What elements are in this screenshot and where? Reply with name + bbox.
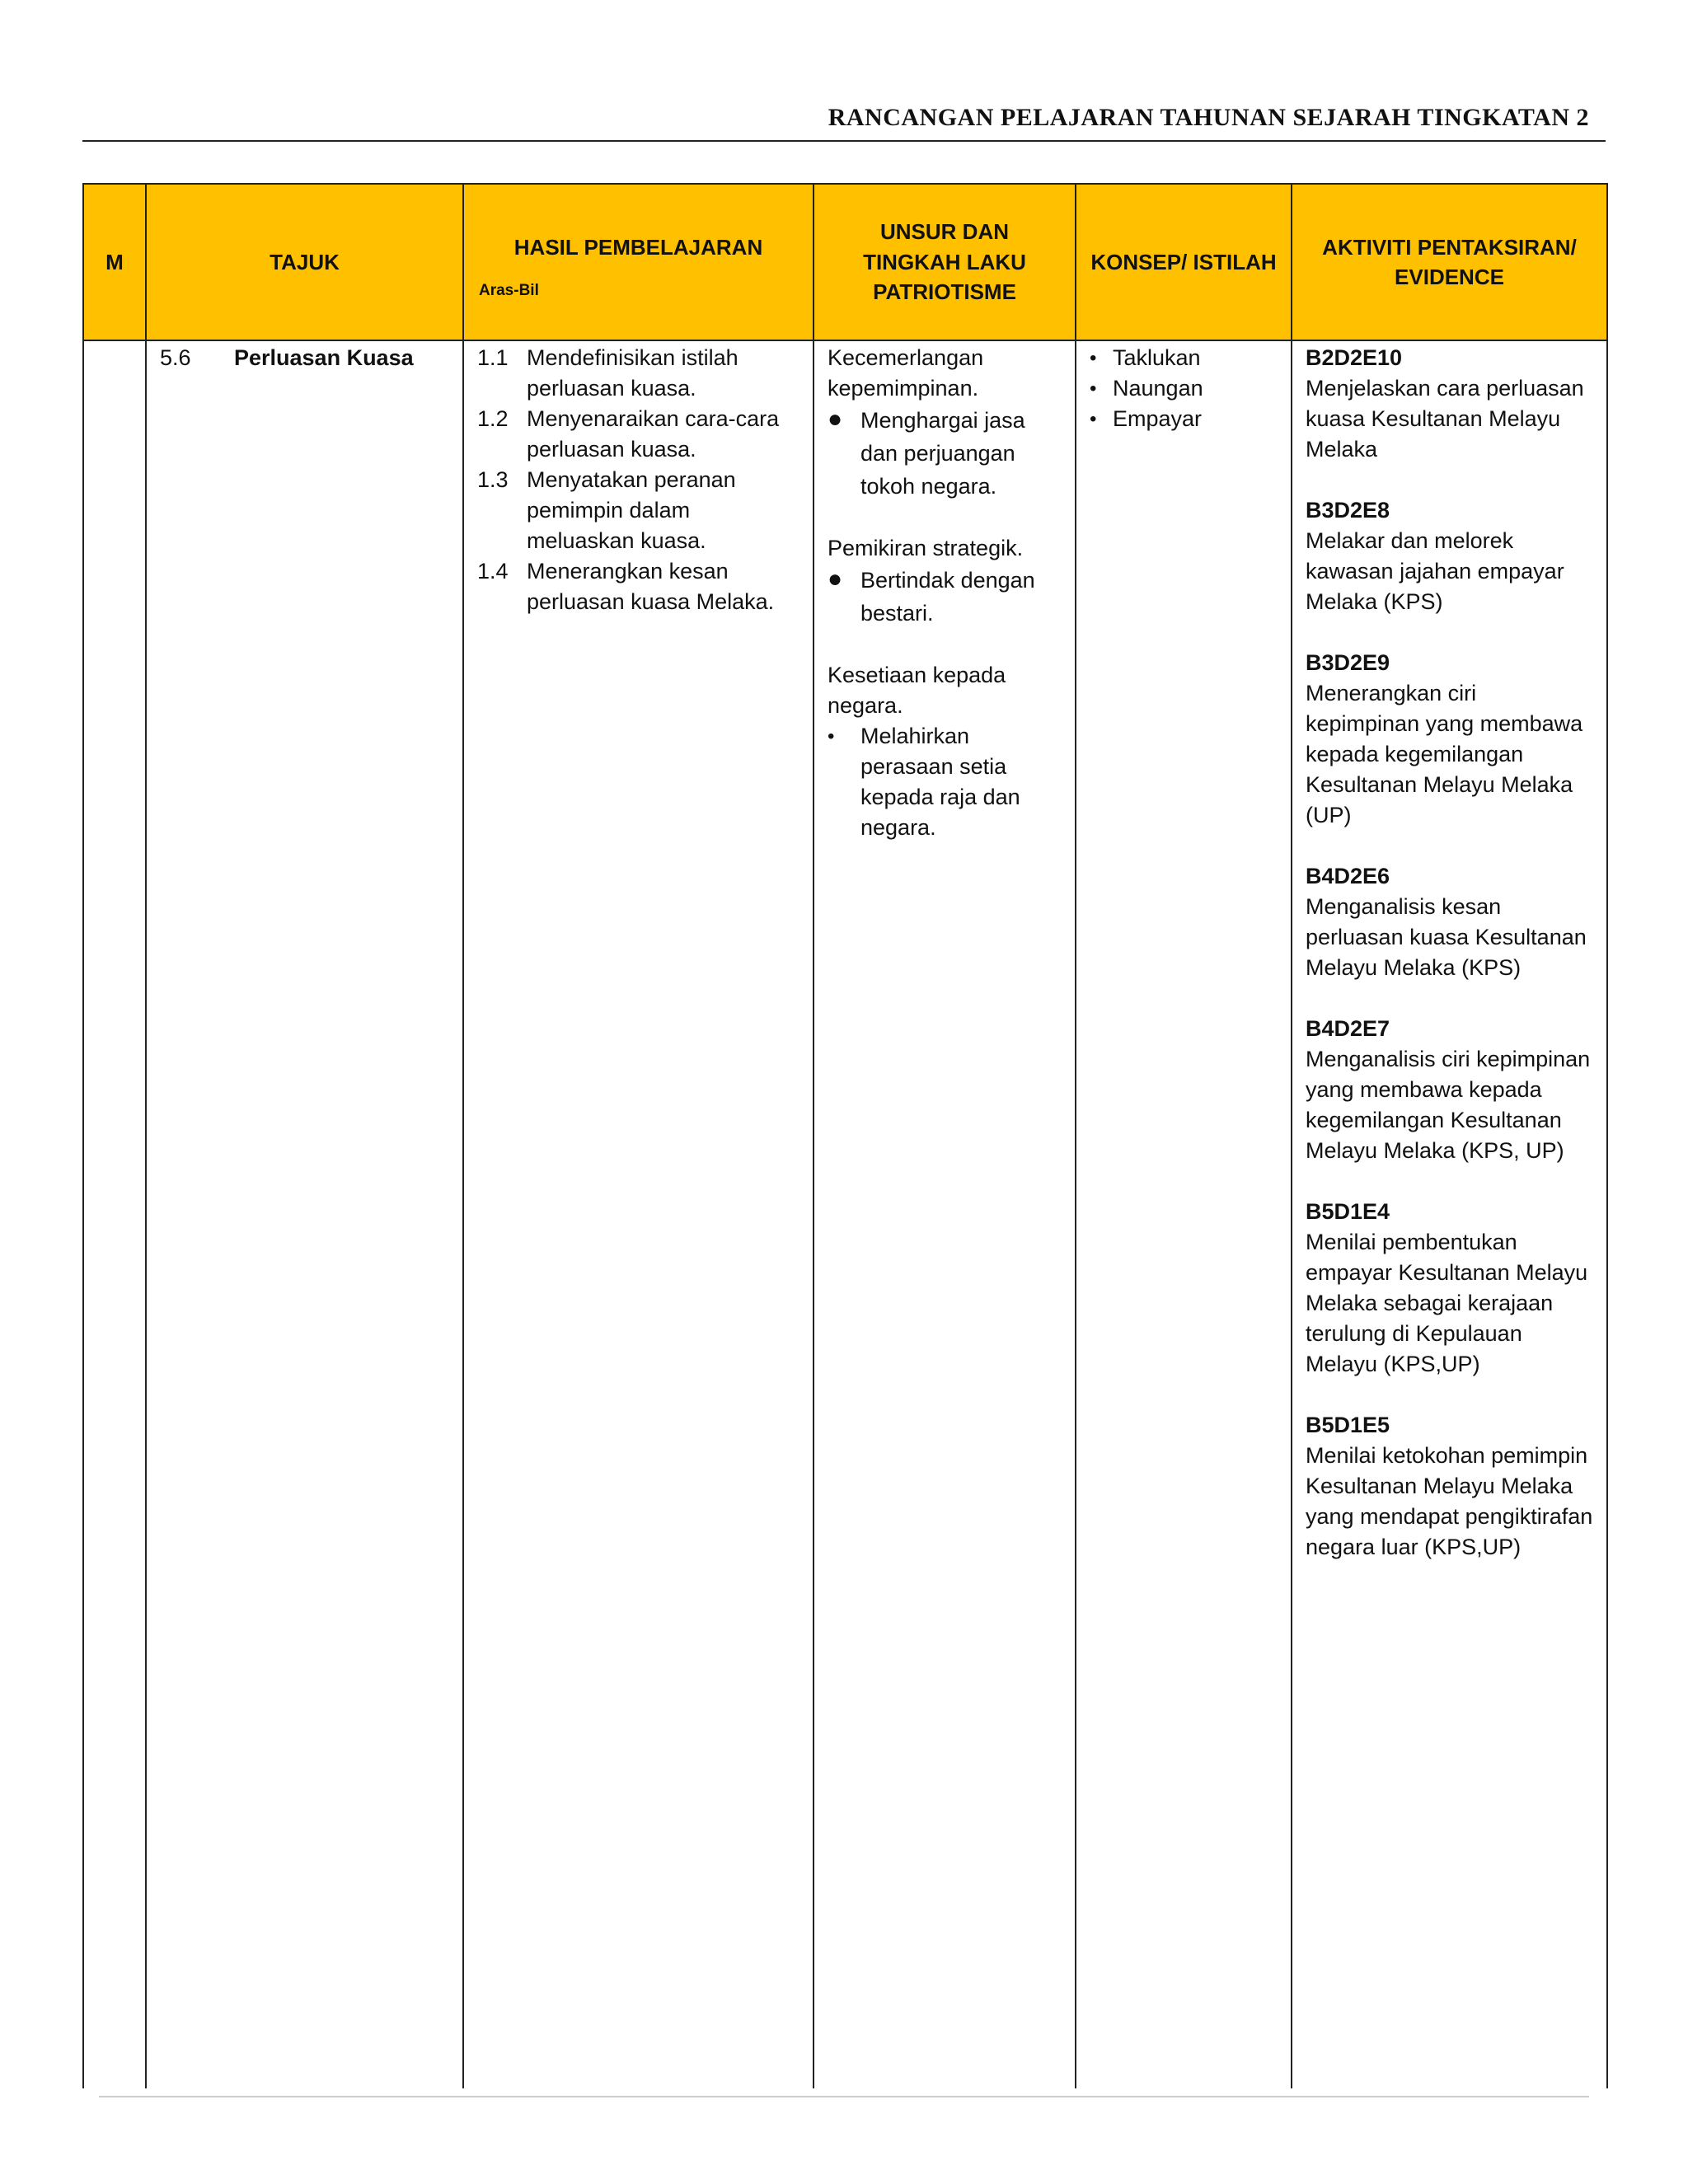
evidence-code: B5D1E5 xyxy=(1306,1413,1390,1437)
value-bullet: ● Bertindak dengan bestari. xyxy=(828,564,1062,630)
value-label: Kecemerlangan kepemimpinan. xyxy=(828,345,984,401)
evidence-code: B4D2E7 xyxy=(1306,1016,1390,1041)
table-row xyxy=(83,340,1607,2088)
value-label: Kesetiaan kepada negara. xyxy=(828,663,1006,718)
evidence-item xyxy=(1306,861,1593,983)
lesson-plan-table xyxy=(82,183,1608,2088)
evidence-item xyxy=(1306,1410,1593,1563)
evidence-item xyxy=(1306,1014,1593,1166)
col-header-aktiviti: AKTIVITI PENTAKSIRAN/ EVIDENCE xyxy=(1292,184,1607,340)
evidence-code: B3D2E8 xyxy=(1306,498,1390,523)
hasil-header-title: HASIL PEMBELAJARAN xyxy=(513,234,763,260)
bullet-icon: • xyxy=(1090,377,1097,400)
evidence-text: Menilai pembentukan empayar Kesultanan Melayu Melaka sebagai kerajaan terulung di Kepulauan Melayu (KPS,UP) xyxy=(1306,1230,1588,1376)
cell-hasil xyxy=(463,340,814,2088)
evidence-text: Menjelaskan cara perluasan kuasa Kesultanan Melayu Melaka xyxy=(1306,376,1584,462)
concept-item: • Naungan xyxy=(1090,373,1278,404)
value-bullet: • Melahirkan perasaan setia kepada raja dan negara. xyxy=(828,721,1062,843)
learning-outcome: 1.4 Menerangkan kesan perluasan kuasa Melaka. xyxy=(477,559,775,614)
value-bullet: ● Menghargai jasa dan perjuangan tokoh negara. xyxy=(828,404,1062,503)
cell-tajuk xyxy=(146,340,463,2088)
concept-item: • Empayar xyxy=(1090,404,1278,434)
concept-item: • Taklukan xyxy=(1090,343,1278,373)
evidence-code: B4D2E6 xyxy=(1306,864,1390,888)
evidence-item xyxy=(1306,648,1593,831)
bullet-icon: ● xyxy=(828,405,843,433)
bullet-icon: • xyxy=(828,725,835,748)
evidence-text: Menganalisis ciri kepimpinan yang membawa kepada kegemilangan Kesultanan Melayu Melaka (KPS, UP) xyxy=(1306,1047,1591,1163)
bullet-icon: • xyxy=(1090,347,1097,369)
col-header-unsur: UNSUR DAN TINGKAH LAKU PATRIOTISME xyxy=(814,184,1076,340)
learning-outcome: 1.2 Menyenaraikan cara-cara perluasan kuasa. xyxy=(477,406,780,462)
col-header-m: M xyxy=(83,184,146,340)
col-header-tajuk: TAJUK xyxy=(146,184,463,340)
page-title: RANCANGAN PELAJARAN TAHUNAN SEJARAH TINGKATAN 2 xyxy=(828,104,1589,131)
cell-m xyxy=(83,340,146,2088)
value-label: Pemikiran strategik. xyxy=(828,536,1024,560)
table-header-row xyxy=(83,184,1607,340)
col-header-hasil xyxy=(463,184,814,340)
page-footer-divider xyxy=(99,2096,1589,2097)
evidence-code: B5D1E4 xyxy=(1306,1199,1390,1224)
bullet-icon: ● xyxy=(828,565,843,593)
evidence-code: B2D2E10 xyxy=(1306,345,1403,370)
evidence-item xyxy=(1306,1197,1593,1380)
cell-aktiviti xyxy=(1292,340,1607,2088)
page-header xyxy=(82,99,1606,142)
topic-title: Perluasan Kuasa xyxy=(234,345,414,370)
evidence-item xyxy=(1306,343,1593,465)
topic-number: 5.6 xyxy=(160,345,191,370)
cell-konsep xyxy=(1076,340,1292,2088)
evidence-text: Menilai ketokohan pemimpin Kesultanan Melayu Melaka yang mendapat pengiktirafan negara luar (KPS,UP) xyxy=(1306,1443,1593,1559)
evidence-item xyxy=(1306,495,1593,617)
evidence-text: Melakar dan melorek kawasan jajahan empayar Melaka (KPS) xyxy=(1306,528,1564,614)
evidence-text: Menganalisis kesan perluasan kuasa Kesultanan Melayu Melaka (KPS) xyxy=(1306,894,1587,980)
evidence-code: B3D2E9 xyxy=(1306,650,1390,675)
col-header-konsep: KONSEP/ ISTILAH xyxy=(1076,184,1292,340)
learning-outcome: 1.3 Menyatakan peranan pemimpin dalam meluaskan kuasa. xyxy=(477,467,736,553)
bullet-icon: • xyxy=(1090,408,1097,430)
cell-unsur xyxy=(814,340,1076,2088)
hasil-header-subtitle: Aras-Bil xyxy=(479,282,539,299)
evidence-text: Menerangkan ciri kepimpinan yang membawa kepada kegemilangan Kesultanan Melayu Melaka (UP) xyxy=(1306,681,1583,827)
learning-outcome: 1.1 Mendefinisikan istilah perluasan kuasa. xyxy=(477,345,738,401)
